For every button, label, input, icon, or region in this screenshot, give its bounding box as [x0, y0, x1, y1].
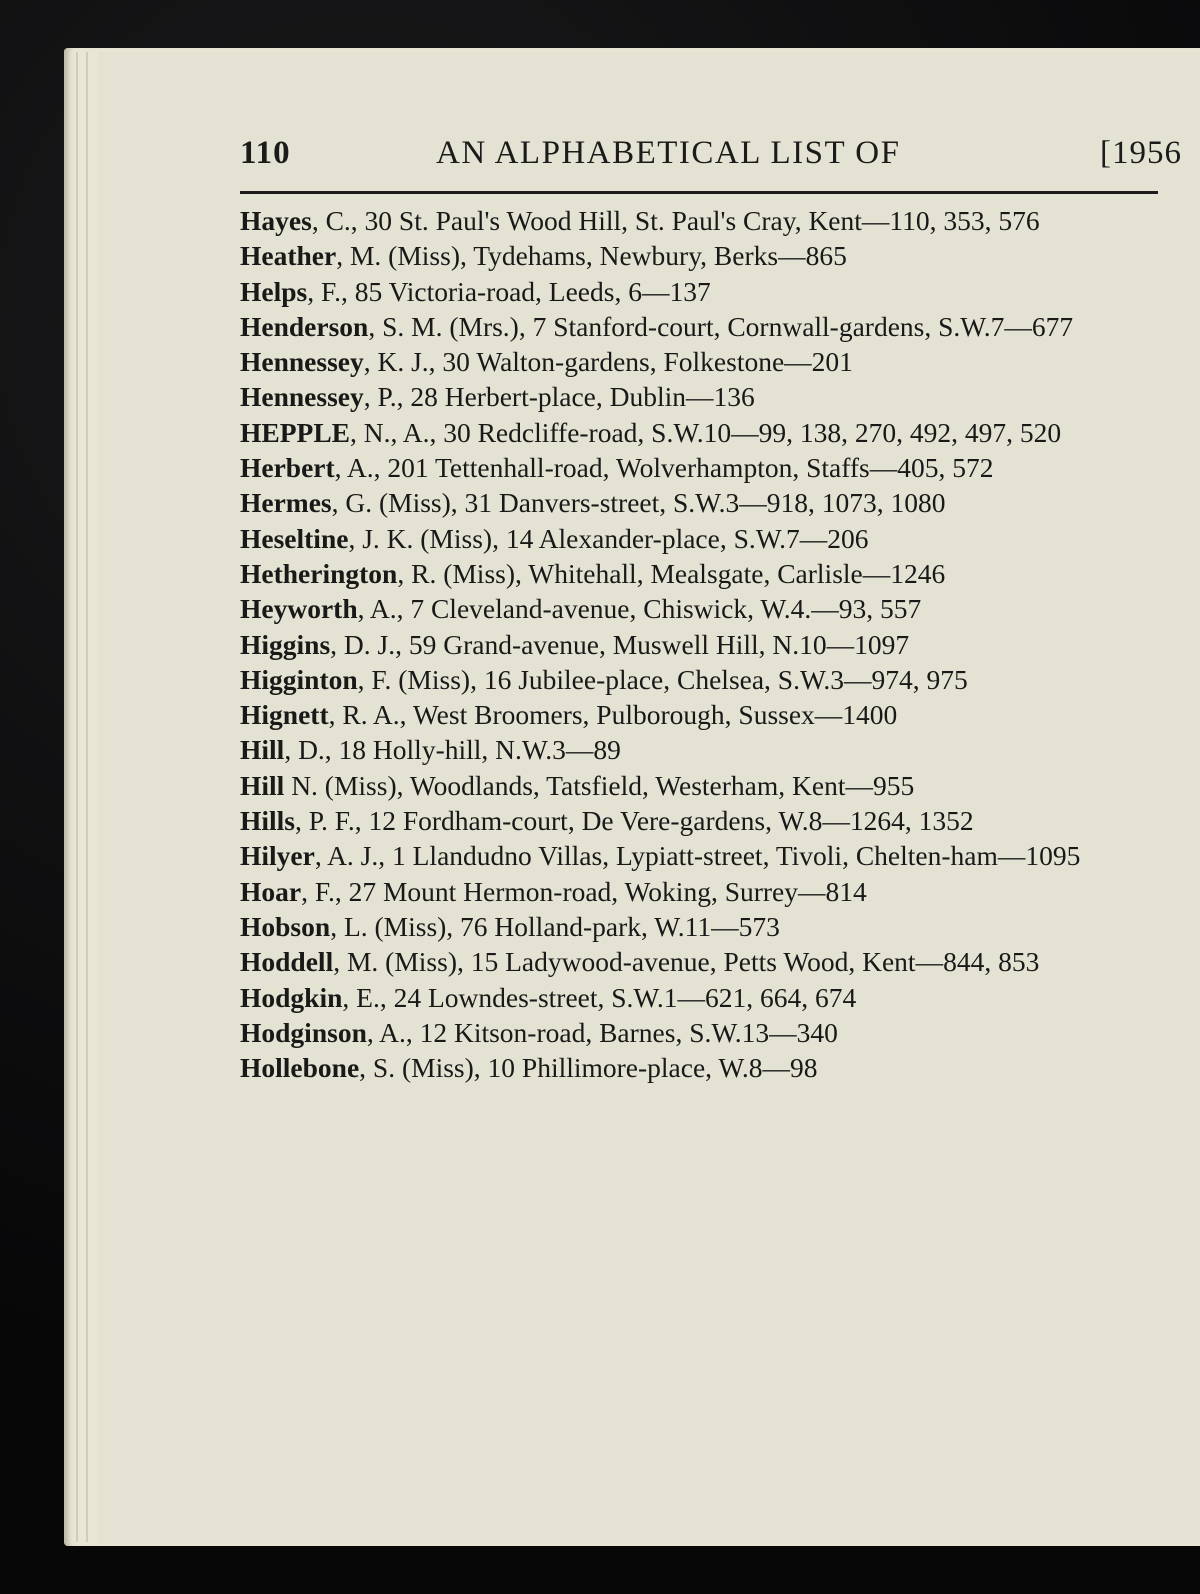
list-entry: [240, 556, 1170, 591]
list-entry: [240, 485, 1170, 520]
entry-surname: Helps: [240, 275, 308, 307]
entry-details: , R. A., West Broomers, Pulborough, Sussex—1400: [328, 699, 898, 731]
entry-details: , R. (Miss), Whitehall, Mealsgate, Carlisle—1246: [397, 557, 946, 589]
entry-surname: HEPPLE: [240, 416, 351, 448]
entry-details: , S. (Miss), 10 Phillimore-place, W.8—98: [359, 1052, 818, 1084]
header-year: [1956: [1100, 135, 1182, 171]
entry-surname: Hoar: [240, 875, 302, 907]
entry-details: , F., 27 Mount Hermon-road, Woking, Surrey—814: [301, 875, 867, 907]
entry-surname: Herbert: [240, 452, 335, 484]
entry-surname: Hermes: [240, 487, 332, 519]
entry-surname: Hetherington: [240, 557, 398, 589]
list-entry: [240, 238, 1170, 273]
list-entry: [240, 450, 1170, 485]
list-entry: [240, 415, 1170, 450]
list-entry: [240, 697, 1170, 732]
entry-surname: Hollebone: [240, 1052, 360, 1084]
list-entry: [240, 732, 1170, 767]
running-title: AN ALPHABETICAL LIST OF: [436, 135, 901, 171]
entry-surname: Hills: [240, 805, 296, 837]
entry-details: , S. M. (Mrs.), 7 Stanford-court, Cornwall-gardens, S.W.7—677: [368, 310, 1074, 342]
entry-details: , A., 7 Cleveland-avenue, Chiswick, W.4.—93, 557: [357, 593, 922, 625]
entry-details: , F., 85 Victoria-road, Leeds, 6—137: [307, 275, 711, 307]
entry-surname: Hayes: [240, 205, 312, 236]
entry-details: , A., 201 Tettenhall-road, Wolverhampton, Staffs—405, 572: [334, 452, 994, 484]
list-entry: [240, 662, 1170, 697]
list-entry: [240, 627, 1170, 662]
entry-surname: Hodgkin: [240, 981, 343, 1013]
entry-details: , M. (Miss), Tydehams, Newbury, Berks—865: [336, 240, 847, 272]
entry-surname: Hill: [240, 734, 285, 766]
list-entry: [240, 379, 1170, 414]
list-entry: [240, 944, 1170, 979]
entry-details: , P. F., 12 Fordham-court, De Vere-gardens, W.8—1264, 1352: [295, 805, 974, 837]
entry-surname: Higgins: [240, 628, 331, 660]
list-entry: [240, 838, 1170, 873]
page-edge-line: [76, 52, 78, 1542]
entry-details: , M. (Miss), 15 Ladywood-avenue, Petts Wood, Kent—844, 853: [333, 946, 1040, 978]
entry-surname: Hill: [240, 769, 285, 801]
list-entry: [240, 344, 1170, 379]
entry-details: , L. (Miss), 76 Holland-park, W.11—573: [330, 910, 780, 942]
header-rule: [240, 191, 1158, 194]
entry-details: , F. (Miss), 16 Jubilee-place, Chelsea, S.W.3—974, 975: [357, 663, 968, 695]
entry-details: , A. J., 1 Llandudno Villas, Lypiatt-street, Tivoli, Chelten-ham—1095: [314, 840, 1081, 872]
entry-surname: Hennessey: [240, 346, 364, 378]
list-entry: [240, 980, 1170, 1015]
entry-details: , A., 12 Kitson-road, Barnes, S.W.13—340: [366, 1016, 838, 1048]
entry-details: N. (Miss), Woodlands, Tatsfield, Westerham, Kent—955: [284, 769, 915, 801]
entry-surname: Higginton: [240, 663, 358, 695]
list-entry: [240, 1015, 1170, 1050]
entry-surname: Hodginson: [240, 1016, 367, 1048]
entry-surname: Hoddell: [240, 946, 334, 978]
entry-surname: Heather: [240, 240, 337, 272]
page-number: 110: [240, 135, 291, 171]
entry-surname: Hilyer: [240, 840, 315, 872]
entry-details: , K. J., 30 Walton-gardens, Folkestone—201: [363, 346, 853, 378]
name-list: [240, 203, 1170, 1085]
entry-surname: Heyworth: [240, 593, 358, 625]
entry-surname: Hobson: [240, 910, 331, 942]
entry-details: , D. J., 59 Grand-avenue, Muswell Hill, N.10—1097: [330, 628, 910, 660]
entry-details: , C., 30 St. Paul's Wood Hill, St. Paul's Cray, Kent—110, 353, 576: [311, 205, 1040, 236]
entry-details: , P., 28 Herbert-place, Dublin—136: [363, 381, 755, 413]
list-entry: [240, 909, 1170, 944]
list-entry: [240, 274, 1170, 309]
list-entry: [240, 591, 1170, 626]
list-entry: [240, 1050, 1170, 1085]
entry-surname: Hennessey: [240, 381, 364, 413]
entry-surname: Heseltine: [240, 522, 349, 554]
page-edge-line: [86, 52, 88, 1542]
entry-surname: Henderson: [240, 310, 369, 342]
entry-details: , E., 24 Lowndes-street, S.W.1—621, 664, 674: [342, 981, 857, 1013]
list-entry: [240, 521, 1170, 556]
entry-details: , D., 18 Holly-hill, N.W.3—89: [284, 734, 621, 766]
list-entry: [240, 203, 1170, 238]
entry-details: , N., A., 30 Redcliffe-road, S.W.10—99, 138, 270, 492, 497, 520: [350, 416, 1062, 448]
list-entry: [240, 768, 1170, 803]
entry-details: , G. (Miss), 31 Danvers-street, S.W.3—918, 1073, 1080: [331, 487, 946, 519]
list-entry: [240, 309, 1170, 344]
running-header: [240, 135, 1182, 183]
list-entry: [240, 874, 1170, 909]
entry-details: , J. K. (Miss), 14 Alexander-place, S.W.7—206: [348, 522, 869, 554]
entry-surname: Hignett: [240, 699, 329, 731]
list-entry: [240, 803, 1170, 838]
